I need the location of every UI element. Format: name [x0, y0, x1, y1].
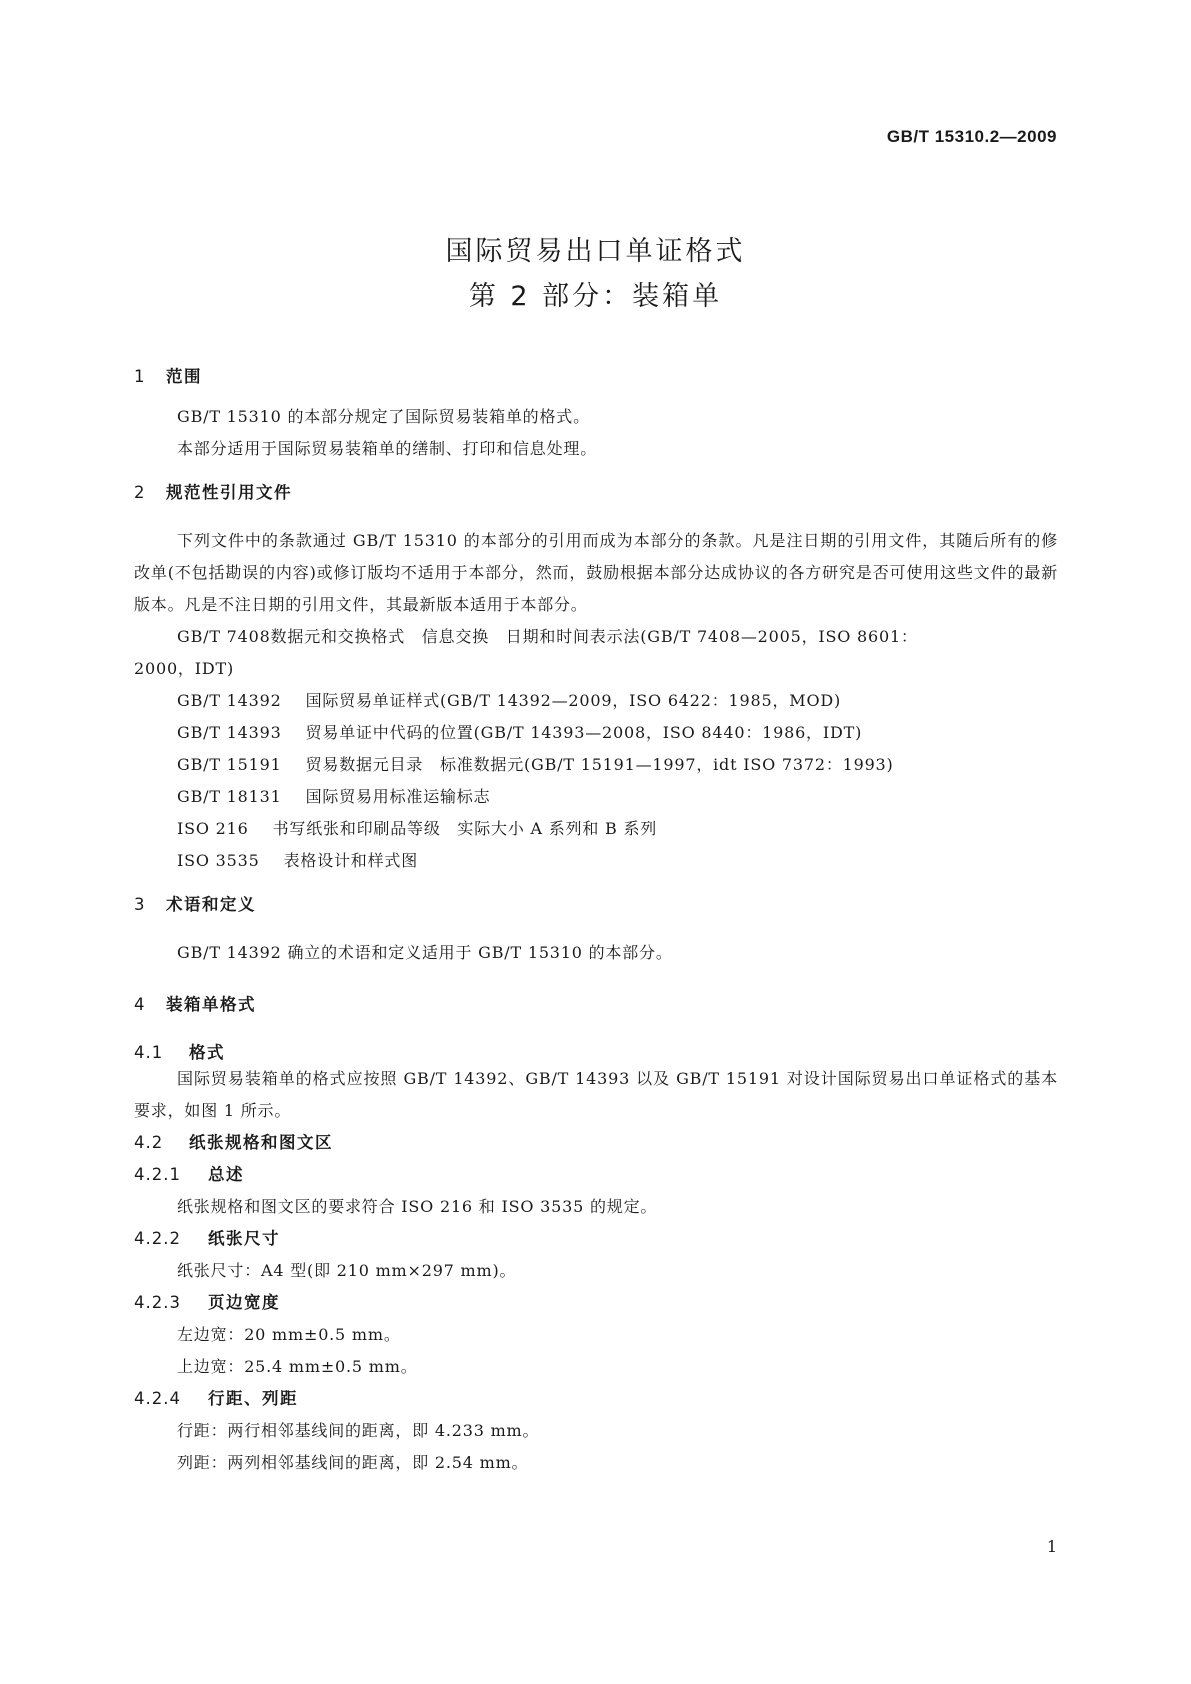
- subsubsection-heading: [134, 1159, 1058, 1191]
- reference-item: [134, 685, 1058, 717]
- reference-item: [134, 781, 1058, 813]
- section-number: 2: [134, 483, 146, 502]
- section-heading: [134, 991, 1058, 1015]
- reference-code: ISO 216: [177, 819, 249, 838]
- subsubsection-number: 4.2.1: [134, 1165, 181, 1184]
- paragraph: 行距：两行相邻基线间的距离，即 4.233 mm。: [177, 1421, 540, 1440]
- paragraph: 上边宽：25.4 mm±0.5 mm。: [177, 1357, 418, 1376]
- subsection-number: 4.1: [134, 1043, 164, 1062]
- subsection-number: 4.2: [134, 1133, 164, 1152]
- page-number: 1: [1046, 1537, 1057, 1556]
- reference-code: ISO 3535: [177, 851, 260, 870]
- subsubsection-heading: [134, 1383, 1058, 1415]
- reference-title: 书写纸张和印刷品等级 实际大小 A 系列和 B 系列: [272, 819, 658, 838]
- section-heading: [134, 479, 1058, 503]
- subsubsection-heading: [134, 1223, 1058, 1255]
- paragraph: GB/T 15310 的本部分规定了国际贸易装箱单的格式。: [177, 407, 590, 426]
- reference-item: [134, 845, 1058, 877]
- section-heading: [134, 891, 1058, 915]
- reference-item: [134, 813, 1058, 845]
- section-title: 装箱单格式: [166, 995, 256, 1014]
- paragraph: 下列文件中的条款通过 GB/T 15310 的本部分的引用而成为本部分的条款。凡是注日期的引用文件，其随后所有的修改单(不包括勘误的内容)或修订版均不适用于本部分，然而，鼓励根据本部分达成协议的各方研究是否可使用这些文件的最新版本。凡是不注日期的引用文件，其最新版本适用于本部分。: [134, 531, 1058, 614]
- section-title: 规范性引用文件: [166, 483, 292, 502]
- standard-code: GB/T 15310.2—2009: [886, 127, 1057, 146]
- subsubsection-title: 页边宽度: [208, 1293, 280, 1312]
- paragraph: GB/T 14392 确立的术语和定义适用于 GB/T 15310 的本部分。: [177, 943, 673, 962]
- paragraph: 左边宽：20 mm±0.5 mm。: [177, 1325, 401, 1344]
- reference-code: GB/T 14392: [177, 691, 282, 710]
- paragraph: 列距：两列相邻基线间的距离，即 2.54 mm。: [177, 1453, 529, 1472]
- reference-code: GB/T 18131: [177, 787, 282, 806]
- paragraph: 纸张规格和图文区的要求符合 ISO 216 和 ISO 3535 的规定。: [177, 1197, 658, 1216]
- reference-code: GB/T 15191: [177, 755, 282, 774]
- reference-title: 贸易数据元目录 标准数据元(GB/T 15191—1997，idt ISO 7372：1993): [305, 755, 894, 774]
- subsubsection-title: 总述: [208, 1165, 244, 1184]
- subsubsection-title: 行距、列距: [208, 1389, 298, 1408]
- reference-title-cont: 2000，IDT): [134, 659, 234, 678]
- section-number: 3: [134, 895, 146, 914]
- paragraph: 本部分适用于国际贸易装箱单的缮制、打印和信息处理。: [177, 439, 598, 458]
- section-title: 范围: [166, 367, 202, 386]
- paragraph: 纸张尺寸：A4 型(即 210 mm×297 mm)。: [177, 1261, 517, 1280]
- document-body: [134, 363, 1058, 1479]
- subsubsection-number: 4.2.4: [134, 1389, 181, 1408]
- paragraph: 国际贸易装箱单的格式应按照 GB/T 14392、GB/T 14393 以及 GB/T 15191 对设计国际贸易出口单证格式的基本要求，如图 1 所示。: [134, 1069, 1058, 1120]
- reference-item: [134, 749, 1058, 781]
- reference-item: [134, 717, 1058, 749]
- document-subtitle: 第 2 部分：装箱单: [468, 281, 723, 312]
- subsection-title: 格式: [189, 1043, 225, 1062]
- reference-title: 贸易单证中代码的位置(GB/T 14393—2008，ISO 8440：1986，IDT): [305, 723, 863, 742]
- document-title: 国际贸易出口单证格式: [445, 236, 746, 267]
- section-title: 术语和定义: [166, 895, 256, 914]
- subsection-heading: [134, 1039, 1058, 1063]
- subsection-heading: [134, 1127, 1058, 1159]
- subsection-title: 纸张规格和图文区: [189, 1133, 333, 1152]
- reference-title: 国际贸易用标准运输标志: [305, 787, 491, 806]
- section-number: 1: [134, 367, 146, 386]
- subsubsection-number: 4.2.3: [134, 1293, 181, 1312]
- reference-item: [134, 621, 1058, 685]
- reference-list: [134, 621, 1058, 877]
- section-heading: [134, 363, 1058, 387]
- reference-title: 国际贸易单证样式(GB/T 14392—2009，ISO 6422：1985，MOD): [305, 691, 842, 710]
- reference-code: GB/T 7408: [177, 627, 271, 646]
- subsubsection-number: 4.2.2: [134, 1229, 181, 1248]
- reference-title: 数据元和交换格式 信息交换 日期和时间表示法(GB/T 7408—2005，ISO 8601：: [270, 627, 918, 646]
- section-number: 4: [134, 995, 146, 1014]
- subsubsection-title: 纸张尺寸: [208, 1229, 280, 1248]
- subsubsection-heading: [134, 1287, 1058, 1319]
- reference-title: 表格设计和样式图: [283, 851, 419, 870]
- reference-code: GB/T 14393: [177, 723, 282, 742]
